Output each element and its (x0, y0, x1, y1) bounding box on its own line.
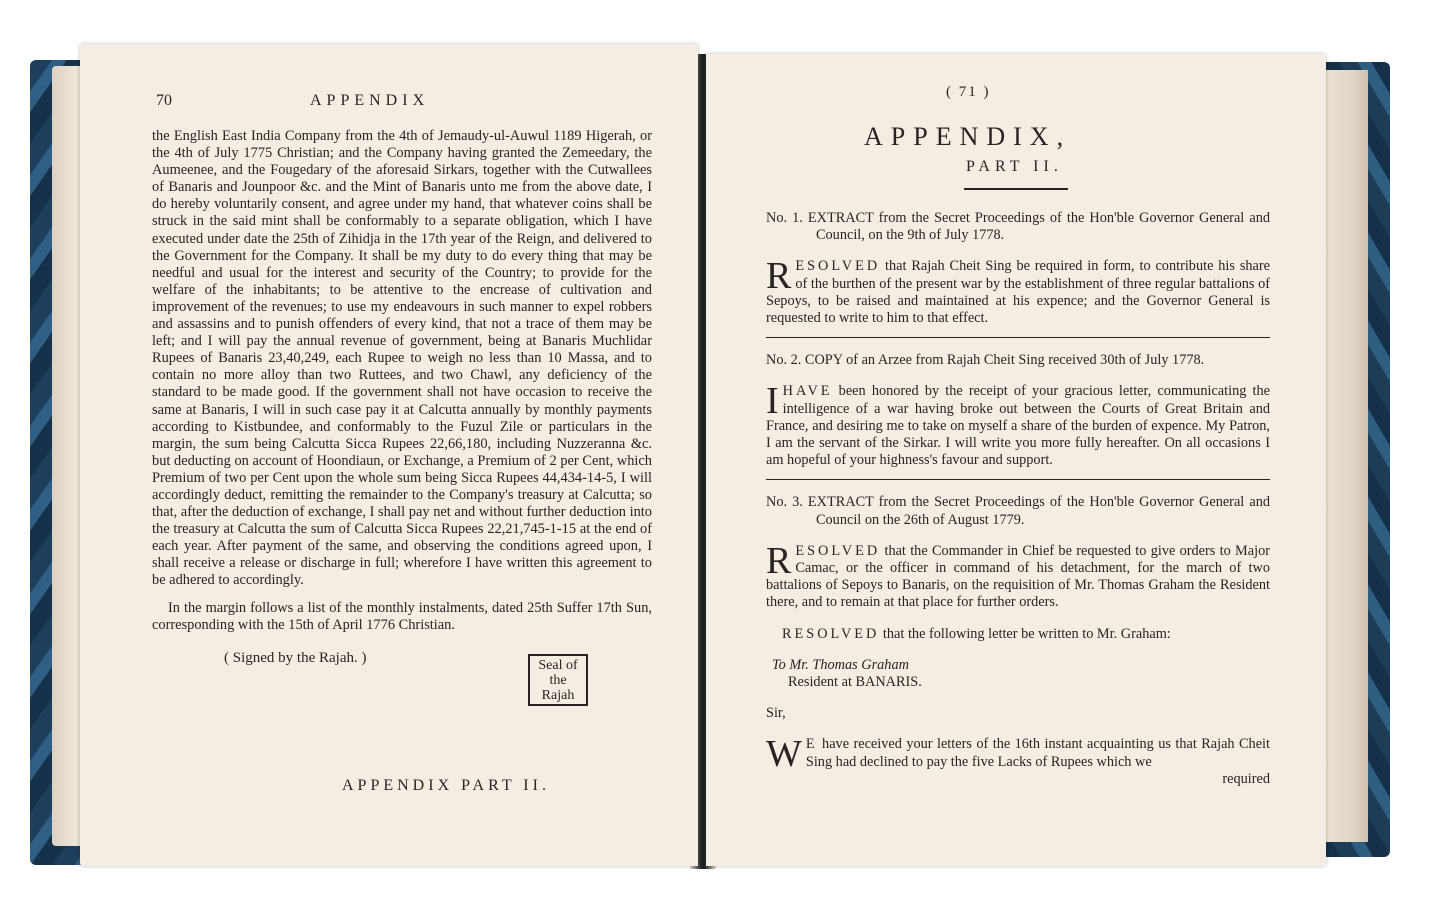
paragraph: In the margin follows a list of the monthly instalments, dated 25th Suffer 17th Sun, corresponding with the 15th of April 1776 Christian. (152, 599, 652, 633)
catchword: required (1222, 770, 1270, 787)
signature-note: ( Signed by the Rajah. ) (224, 650, 367, 666)
drop-cap: R (766, 539, 792, 582)
entry-paragraph (766, 539, 1270, 612)
paragraph-text: that Rajah Cheit Sing be required in form, to contribute his share of the burthen of the present war by the establishment of three regular battalions of Sepoys, to be raised and maintained at his expence; and the Governor General is requested to write to him to that effect. (766, 258, 1270, 327)
entry-heading: No. 2. COPY of an Arzee from Rajah Cheit Sing received 30th of July 1778. (766, 352, 1205, 369)
catchline: APPENDIX PART II. (342, 777, 550, 794)
entry-paragraph (766, 380, 1270, 469)
body-text (152, 128, 652, 634)
body-text (766, 196, 1270, 788)
entry-paragraph (782, 626, 1270, 643)
running-head: APPENDIX (310, 92, 430, 109)
paragraph-text: that the following letter be written to Mr. Graham: (879, 625, 1171, 642)
address-line: To Mr. Thomas Graham (772, 656, 909, 673)
left-page (80, 44, 698, 866)
small-caps: ESOLVED (795, 258, 881, 275)
seal-line: Seal of (538, 658, 578, 673)
page-number: 70 (156, 92, 172, 109)
page-edges-right (1320, 70, 1368, 842)
small-caps: HAVE (782, 383, 833, 400)
entry-paragraph (766, 255, 1270, 327)
entry-heading: No. 3. EXTRACT from the Secret Proceedings of the Hon'ble Governor General and Council on the 26th of August 1779. (766, 494, 1270, 528)
drop-cap: R (766, 255, 792, 298)
divider (766, 479, 1270, 480)
seal-box (528, 654, 588, 706)
paragraph-text: have received your letters of the 16th instant acquainting us that Rajah Cheit Sing had declined to pay the five Lacks of Rupees which we (805, 736, 1270, 770)
entry-heading: No. 1. EXTRACT from the Secret Proceedings of the Hon'ble Governor General and Council, on the 9th of July 1778. (766, 210, 1270, 244)
letter-paragraph (766, 733, 1270, 776)
drop-cap: I (766, 380, 779, 423)
divider (766, 337, 1270, 338)
paragraph-text: been honored by the receipt of your gracious letter, communicating the intelligence of a war having broke out between the Courts of Great Britain and France, and desiring me to take on myself a share of the burden of expence. My Patron, I am the servant of the Sirkar. I will write you more fully hereafter. On all occasions I am hopeful of your highness's favour and support. (766, 383, 1270, 469)
part-heading: PART II. (966, 158, 1063, 175)
small-caps: ESOLVED (795, 542, 881, 559)
paragraph: the English East India Company from the 4th of Jemaudy-ul-Auwul 1189 Higerah, or the 4th of July 1775 Christian; and the Company having granted the Zemeedary, the Aumeenee, and the Fougedary of the aforesaid Sirkars, together with the Cutwallees of Banaris and Jounpoor &c. and the Mint of Banaris unto me from the above date, I do hereby voluntarily consent, and agree under my hand, that whatever coins shall be struck in the said mint shall be conformably to a separate obligation, which I have executed under date the 25th of Zihidja in the 17th year of the Reign, and delivered to the Government for the Company. It shall be my duty to do every thing that may be needful and usual for the interest and security of the Country; to provide for the welfare of the inhabitants; to be attentive to the encrease of cultivation and improvement of the revenues; to use my endeavours in such manner to expel robbers and assassins and to punish offenders of every kind, that not a trace of them may be left; and I will pay the annual revenue of government, being at Banaris Muchlidar Rupees of Banaris 23,40,249, each Rupee to weigh no less than 10 Massa, and to contain no more alloy than two Ruttees, and two Chawl, any deficiency of the standard to be made good. If the government shall not have occasion to receive the same at Banaris, I will in such case pay it at Calcutta annually by monthly payments according to Kistbundee, and conformably to the Fuzul Zile or particulars in the margin, the sum being Calcutta Sicca Rupees 22,66,180, including Nuzzeranna &c. but deducting on account of Hoondiaun, or Exchange, a Premium of 2 per Cent, which Premium of two per Cent upon the whole sum being Sicca Rupees 44,434-14-5, I will accordingly deduct, remitting the remainder to the Company's treasury at Calcutta; so that, after the deduction of exchange, I shall pay net and without further deduction into the treasury at Calcutta the sum of Calcutta Sicca Rupees 22,21,745-1-15 at the end of each year. After payment of the same, and observing the conditions agreed upon, I shall receive a release or discharge in full; wherefore I have written this agreement to be adhered to accordingly. (152, 128, 652, 589)
drop-cap: W (766, 733, 802, 776)
seal-line: the (549, 673, 567, 688)
small-caps: E (805, 736, 818, 753)
salutation: Sir, (766, 705, 786, 722)
page-title: APPENDIX, (864, 122, 1072, 151)
page-number: ( 71 ) (946, 84, 991, 100)
small-caps: RESOLVED (782, 625, 880, 642)
seal-line: Rajah (541, 688, 575, 703)
title-rule (964, 188, 1068, 190)
right-page (706, 54, 1326, 866)
paragraph-text: that the Commander in Chief be requested to give orders to Major Camac, or the officer in command of his detachment, for the march of two battalions of Sepoys to Banaris, on the requisition of Mr. Thomas Graham the Resident there, and to remain at that place for further orders. (766, 542, 1270, 611)
address-line: Resident at BANARIS. (788, 674, 922, 691)
